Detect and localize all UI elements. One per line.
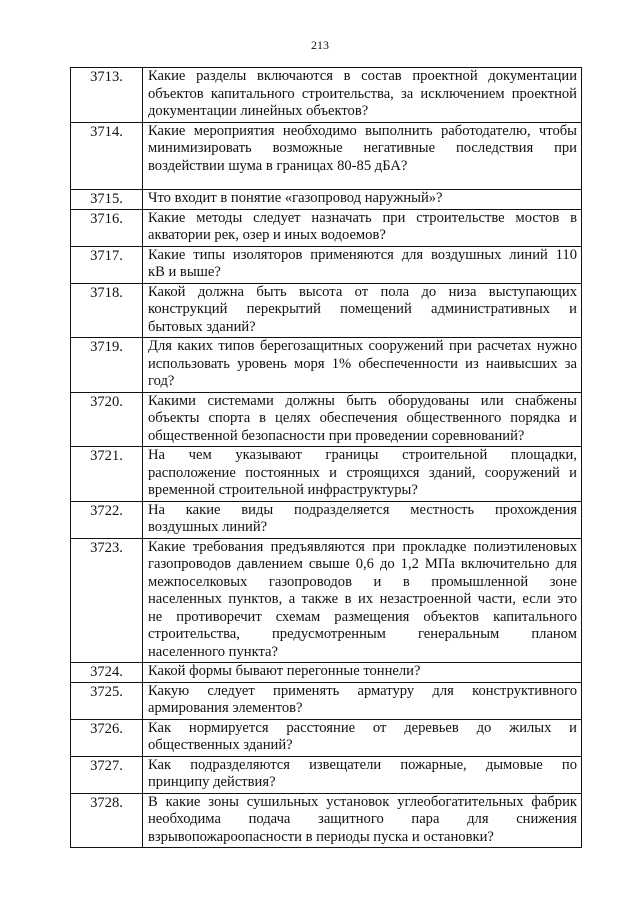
question-number: 3720. — [71, 392, 143, 447]
question-text-line: кВ и выше? — [148, 264, 221, 280]
question-text-line: документации линейных объектов? — [148, 103, 369, 119]
question-number: 3716. — [71, 209, 143, 246]
question-text — [143, 538, 582, 663]
question-number: 3713. — [71, 68, 143, 123]
question-text-line: Какой формы бывают перегонные тоннели? — [148, 663, 421, 679]
question-number: 3728. — [71, 793, 143, 848]
question-text-line: общественной безопасности при проведении соревнований? — [148, 427, 525, 444]
question-text-line: расположение постоянных и строящихся зданий, сооружений и — [148, 464, 577, 481]
question-text-line: взрывопожароопасности в периоды пуска и остановки? — [148, 828, 494, 845]
question-number: 3718. — [71, 283, 143, 338]
table-row — [71, 392, 582, 447]
question-number: 3721. — [71, 447, 143, 502]
question-text-line: воздействии шума в границах 80-85 дБА? — [148, 157, 408, 174]
question-text — [143, 209, 582, 246]
question-text-line: бытовых зданий? — [148, 318, 256, 335]
question-text-line: армирования элементов? — [148, 700, 303, 716]
table-row — [71, 338, 582, 393]
question-text-line: населенных пунктов, а также в их незастроенной части, если это — [148, 591, 577, 607]
question-text — [143, 793, 582, 848]
question-text-line: использовать уровень моря 1% обеспеченности из наивысших за — [148, 355, 577, 372]
question-text — [143, 682, 582, 719]
table-row — [71, 719, 582, 756]
table-row — [71, 447, 582, 502]
question-number: 3714. — [71, 122, 143, 190]
question-text-line: Какую следует применять арматуру для конструктивного — [148, 682, 577, 699]
question-text — [143, 68, 582, 123]
question-text-line: населенного пункта? — [148, 643, 278, 660]
question-text-line: Какие типы изоляторов применяются для воздушных линий 110 — [148, 246, 577, 263]
question-text — [143, 122, 582, 190]
question-number: 3726. — [71, 719, 143, 756]
question-text-line: Какие мероприятия необходимо выполнить работодателю, чтобы — [148, 122, 577, 139]
table-row — [71, 501, 582, 538]
question-text — [143, 246, 582, 283]
question-number: 3727. — [71, 756, 143, 793]
question-text-line: Для каких типов берегозащитных сооружений при расчетах нужно — [148, 338, 577, 354]
table-row — [71, 190, 582, 210]
question-number: 3723. — [71, 538, 143, 663]
question-text-line: Как подразделяются извещатели пожарные, дымовые по — [148, 756, 577, 773]
table-row — [71, 68, 582, 123]
question-text-line: конструкций перекрытий помещений административных и — [148, 301, 577, 317]
question-number: 3724. — [71, 663, 143, 683]
question-text — [143, 501, 582, 538]
table-row — [71, 793, 582, 848]
question-text-line: Какие требования предъявляются при прокладке полиэтиленовых — [148, 538, 577, 555]
question-text-line: объекты спорта в целях обеспечения общественного порядка и — [148, 410, 577, 426]
question-text — [143, 190, 582, 210]
question-text-line: Какие методы следует назначать при строительстве мостов в — [148, 209, 577, 226]
table-row — [71, 209, 582, 246]
question-text — [143, 663, 582, 683]
question-text-line: объектов капитального строительства, за исключением проектной — [148, 85, 577, 102]
question-text — [143, 447, 582, 502]
table-row — [71, 756, 582, 793]
question-text — [143, 338, 582, 393]
question-text-line: общественных зданий? — [148, 737, 293, 753]
question-text-line: Какими системами должны быть оборудованы или снабжены — [148, 392, 577, 409]
question-text-line: принципу действия? — [148, 774, 276, 790]
table-row — [71, 283, 582, 338]
page-number: 213 — [311, 38, 329, 52]
questions-table — [70, 67, 582, 848]
question-text-line: не противоречит схемам размещения объектов капитального — [148, 608, 577, 625]
question-number: 3717. — [71, 246, 143, 283]
table-row — [71, 122, 582, 190]
table-row — [71, 246, 582, 283]
question-text — [143, 756, 582, 793]
question-text — [143, 392, 582, 447]
question-number: 3722. — [71, 501, 143, 538]
question-text-line: Как нормируется расстояние от деревьев до жилых и — [148, 719, 577, 736]
question-text-line: год? — [148, 373, 175, 389]
question-text-line: Какой должна быть высота от пола до низа выступающих — [148, 283, 577, 300]
question-text-line: На какие виды подразделяется местность прохождения — [148, 501, 577, 518]
question-text-line: газопроводов давлением свыше 0,6 до 1,2 МПа включительно для — [148, 556, 577, 572]
question-text-line: акватории рек, озер и иных водоемов? — [148, 227, 386, 243]
question-number: 3715. — [71, 190, 143, 210]
question-text-line: строительства, предусмотренным генеральным планом — [148, 626, 577, 642]
table-row — [71, 663, 582, 683]
table-row — [71, 682, 582, 719]
question-text — [143, 719, 582, 756]
question-text-line: необходима подача защитного пара для снижения — [148, 811, 577, 827]
question-text-line: межпоселковых газопроводов и в промышленной зоне — [148, 573, 577, 590]
question-text-line: минимизировать возможные негативные последствия при — [148, 140, 577, 156]
table-row — [71, 538, 582, 663]
question-number: 3719. — [71, 338, 143, 393]
question-text — [143, 283, 582, 338]
question-text-line: воздушных линий? — [148, 519, 268, 535]
question-text-line: Какие разделы включаются в состав проектной документации — [148, 68, 577, 84]
question-number: 3725. — [71, 682, 143, 719]
question-text-line: временной строительной инфраструктуры? — [148, 482, 418, 498]
question-text-line: В какие зоны сушильных установок углеобогатительных фабрик — [148, 793, 577, 810]
question-text-line: Что входит в понятие «газопровод наружный»? — [148, 190, 443, 206]
question-text-line: На чем указывают границы строительной площадки, — [148, 447, 577, 463]
